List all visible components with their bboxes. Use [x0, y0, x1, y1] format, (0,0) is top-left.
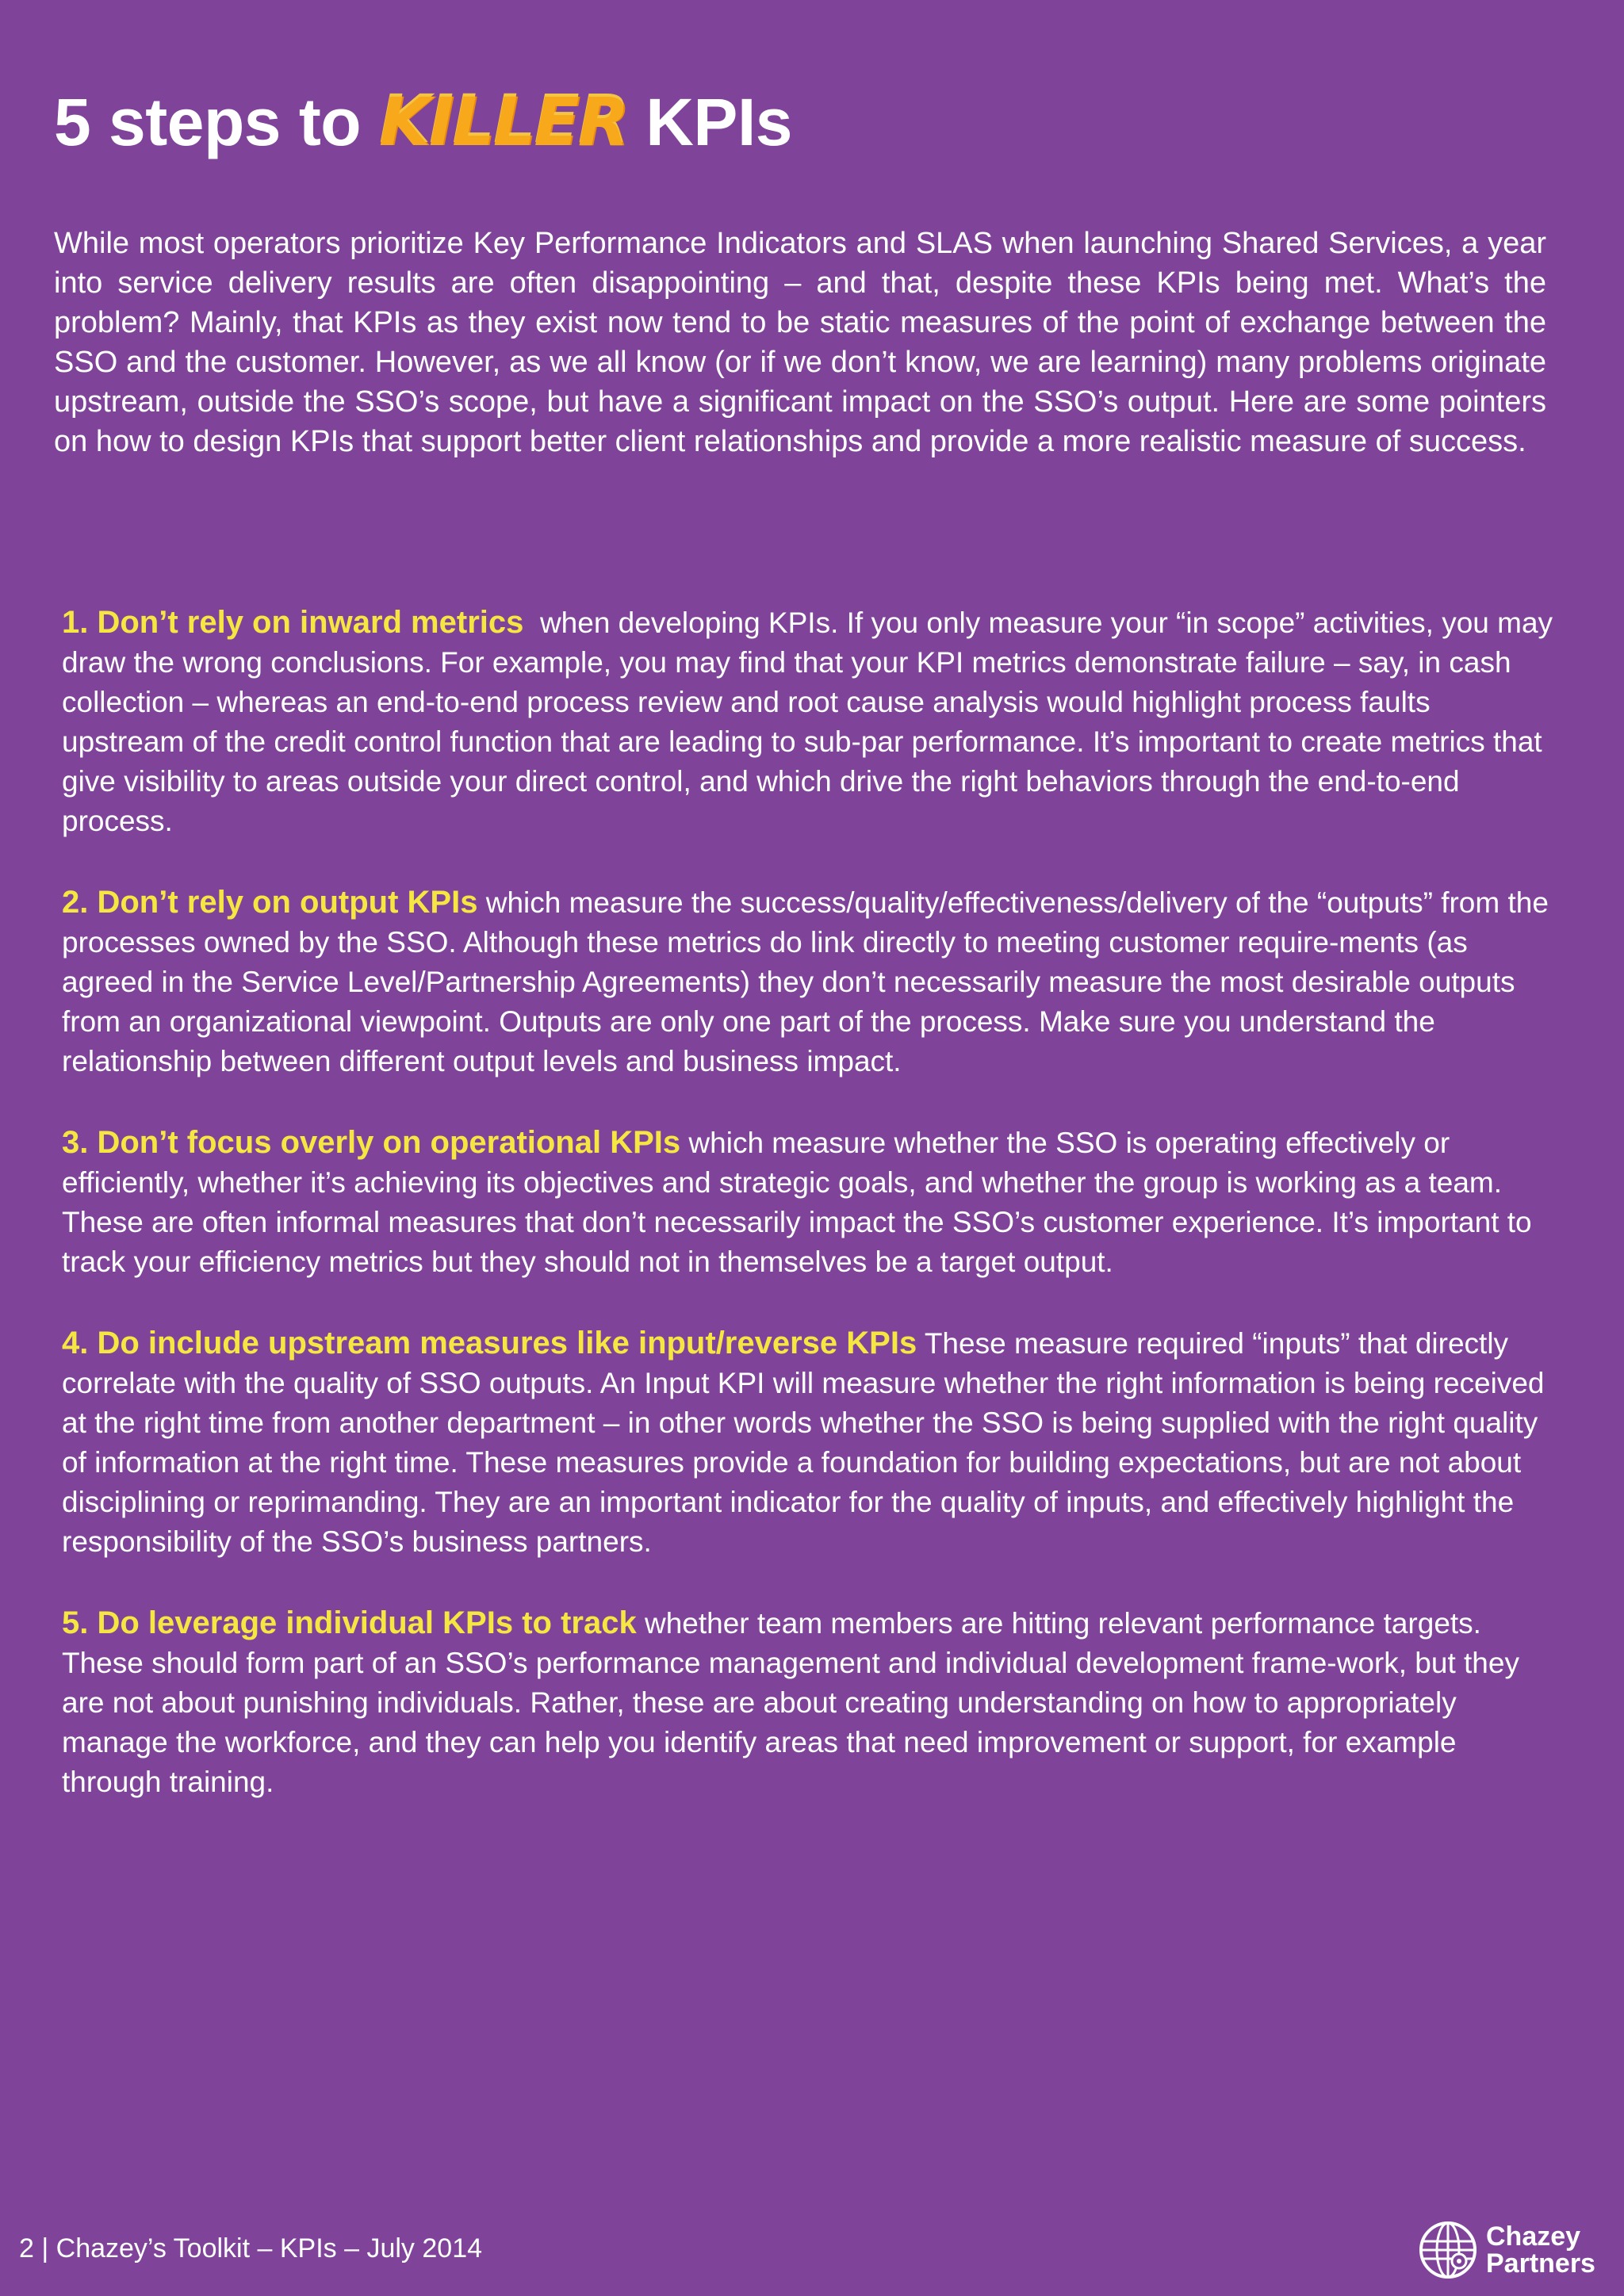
logo-line-2: Partners — [1486, 2248, 1595, 2279]
title-prefix: 5 steps to — [54, 85, 362, 159]
step-text: whether team members are hitting relevant performance targets. These should form part of an SSO’s performance management and individual development frame-work, but they are not about punishing individuals. Rather, these are about creating understanding on how to appropriately manage the workforce, and they can help you identify areas that need improvement or support, for example through training. — [62, 1607, 1519, 1798]
title-suffix: KPIs — [645, 85, 793, 159]
steps-list — [62, 603, 1561, 1843]
step-heading: 5. Do leverage individual KPIs to track — [62, 1605, 637, 1640]
step-3 — [62, 1123, 1561, 1282]
step-text: when developing KPIs. If you only measure your “in scope” activities, you may draw the wrong conclusions. For example, you may find that your KPI metrics demonstrate failure – say, in cash collection – whereas an end-to-end process review and root cause analysis would highlight process faults upstream of the credit control function that are leading to sub-par performance. It’s important to create metrics that give visibility to areas outside your direct control, and which drive the right behaviors through the end-to-end process. — [62, 607, 1553, 837]
intro-paragraph: While most operators prioritize Key Performance Indicators and SLAS when launching Shared Services, a year into service delivery results are often disappointing – and that, despite these KPIs being met. What’s the problem? Mainly, that KPIs as they exist now tend to be static measures of the point of exchange between the SSO and the customer. However, as we all know (or if we don’t know, we are learning) many problems originate upstream, outside the SSO’s scope, but have a significant impact on the SSO’s output. Here are some pointers on how to design KPIs that support better client relationships and provide a more realistic measure of success. — [54, 227, 1546, 458]
step-text: which measure whether the SSO is operating effectively or efficiently, whether it’s achieving its objectives and strategic goals, and whether the group is working as a team. These are often informal measures that don’t necessarily impact the SSO’s customer experience. It’s important to track your efficiency metrics but they should not in themselves be a target output. — [62, 1127, 1532, 1278]
step-heading: 4. Do include upstream measures like input/reverse KPIs — [62, 1326, 917, 1360]
step-heading: 3. Don’t focus overly on operational KPIs — [62, 1125, 681, 1160]
step-text: These measure required “inputs” that directly correlate with the quality of SSO outputs. An Input KPI will measure whether the right information is being received at the right time from another department – in other words whether the SSO is being supplied with the right quality of information at the right time. These measures provide a foundation for building expectations, but are not about disciplining or reprimanding. They are an important indicator for the quality of inputs, and effectively highlight the responsibility of the SSO’s business partners. — [62, 1327, 1545, 1558]
step-heading: 1. Don’t rely on inward metrics — [62, 605, 524, 640]
globe-icon — [1418, 2220, 1478, 2280]
title-highlight: KILLER — [378, 83, 628, 161]
step-1 — [62, 603, 1561, 841]
step-2 — [62, 882, 1561, 1081]
step-heading: 2. Don’t rely on output KPIs — [62, 885, 478, 920]
logo-text — [1486, 2223, 1595, 2277]
step-5 — [62, 1603, 1561, 1802]
step-4 — [62, 1323, 1561, 1562]
page-footer: 2 | Chazey’s Toolkit – KPIs – July 2014 — [19, 2233, 483, 2263]
step-text: which measure the success/quality/effectiveness/delivery of the “outputs” from the processes owned by the SSO. Although these metrics do link directly to meeting customer require-ments (as agreed in the Service Level/Partnership Agreements) they don’t necessarily measure the most desirable outputs from an organizational viewpoint. Outputs are only one part of the process. Make sure you understand the relationship between different output levels and business impact. — [62, 886, 1549, 1077]
chazey-partners-logo — [1418, 2220, 1595, 2280]
logo-line-1: Chazey — [1486, 2221, 1581, 2252]
page-title — [54, 83, 793, 161]
